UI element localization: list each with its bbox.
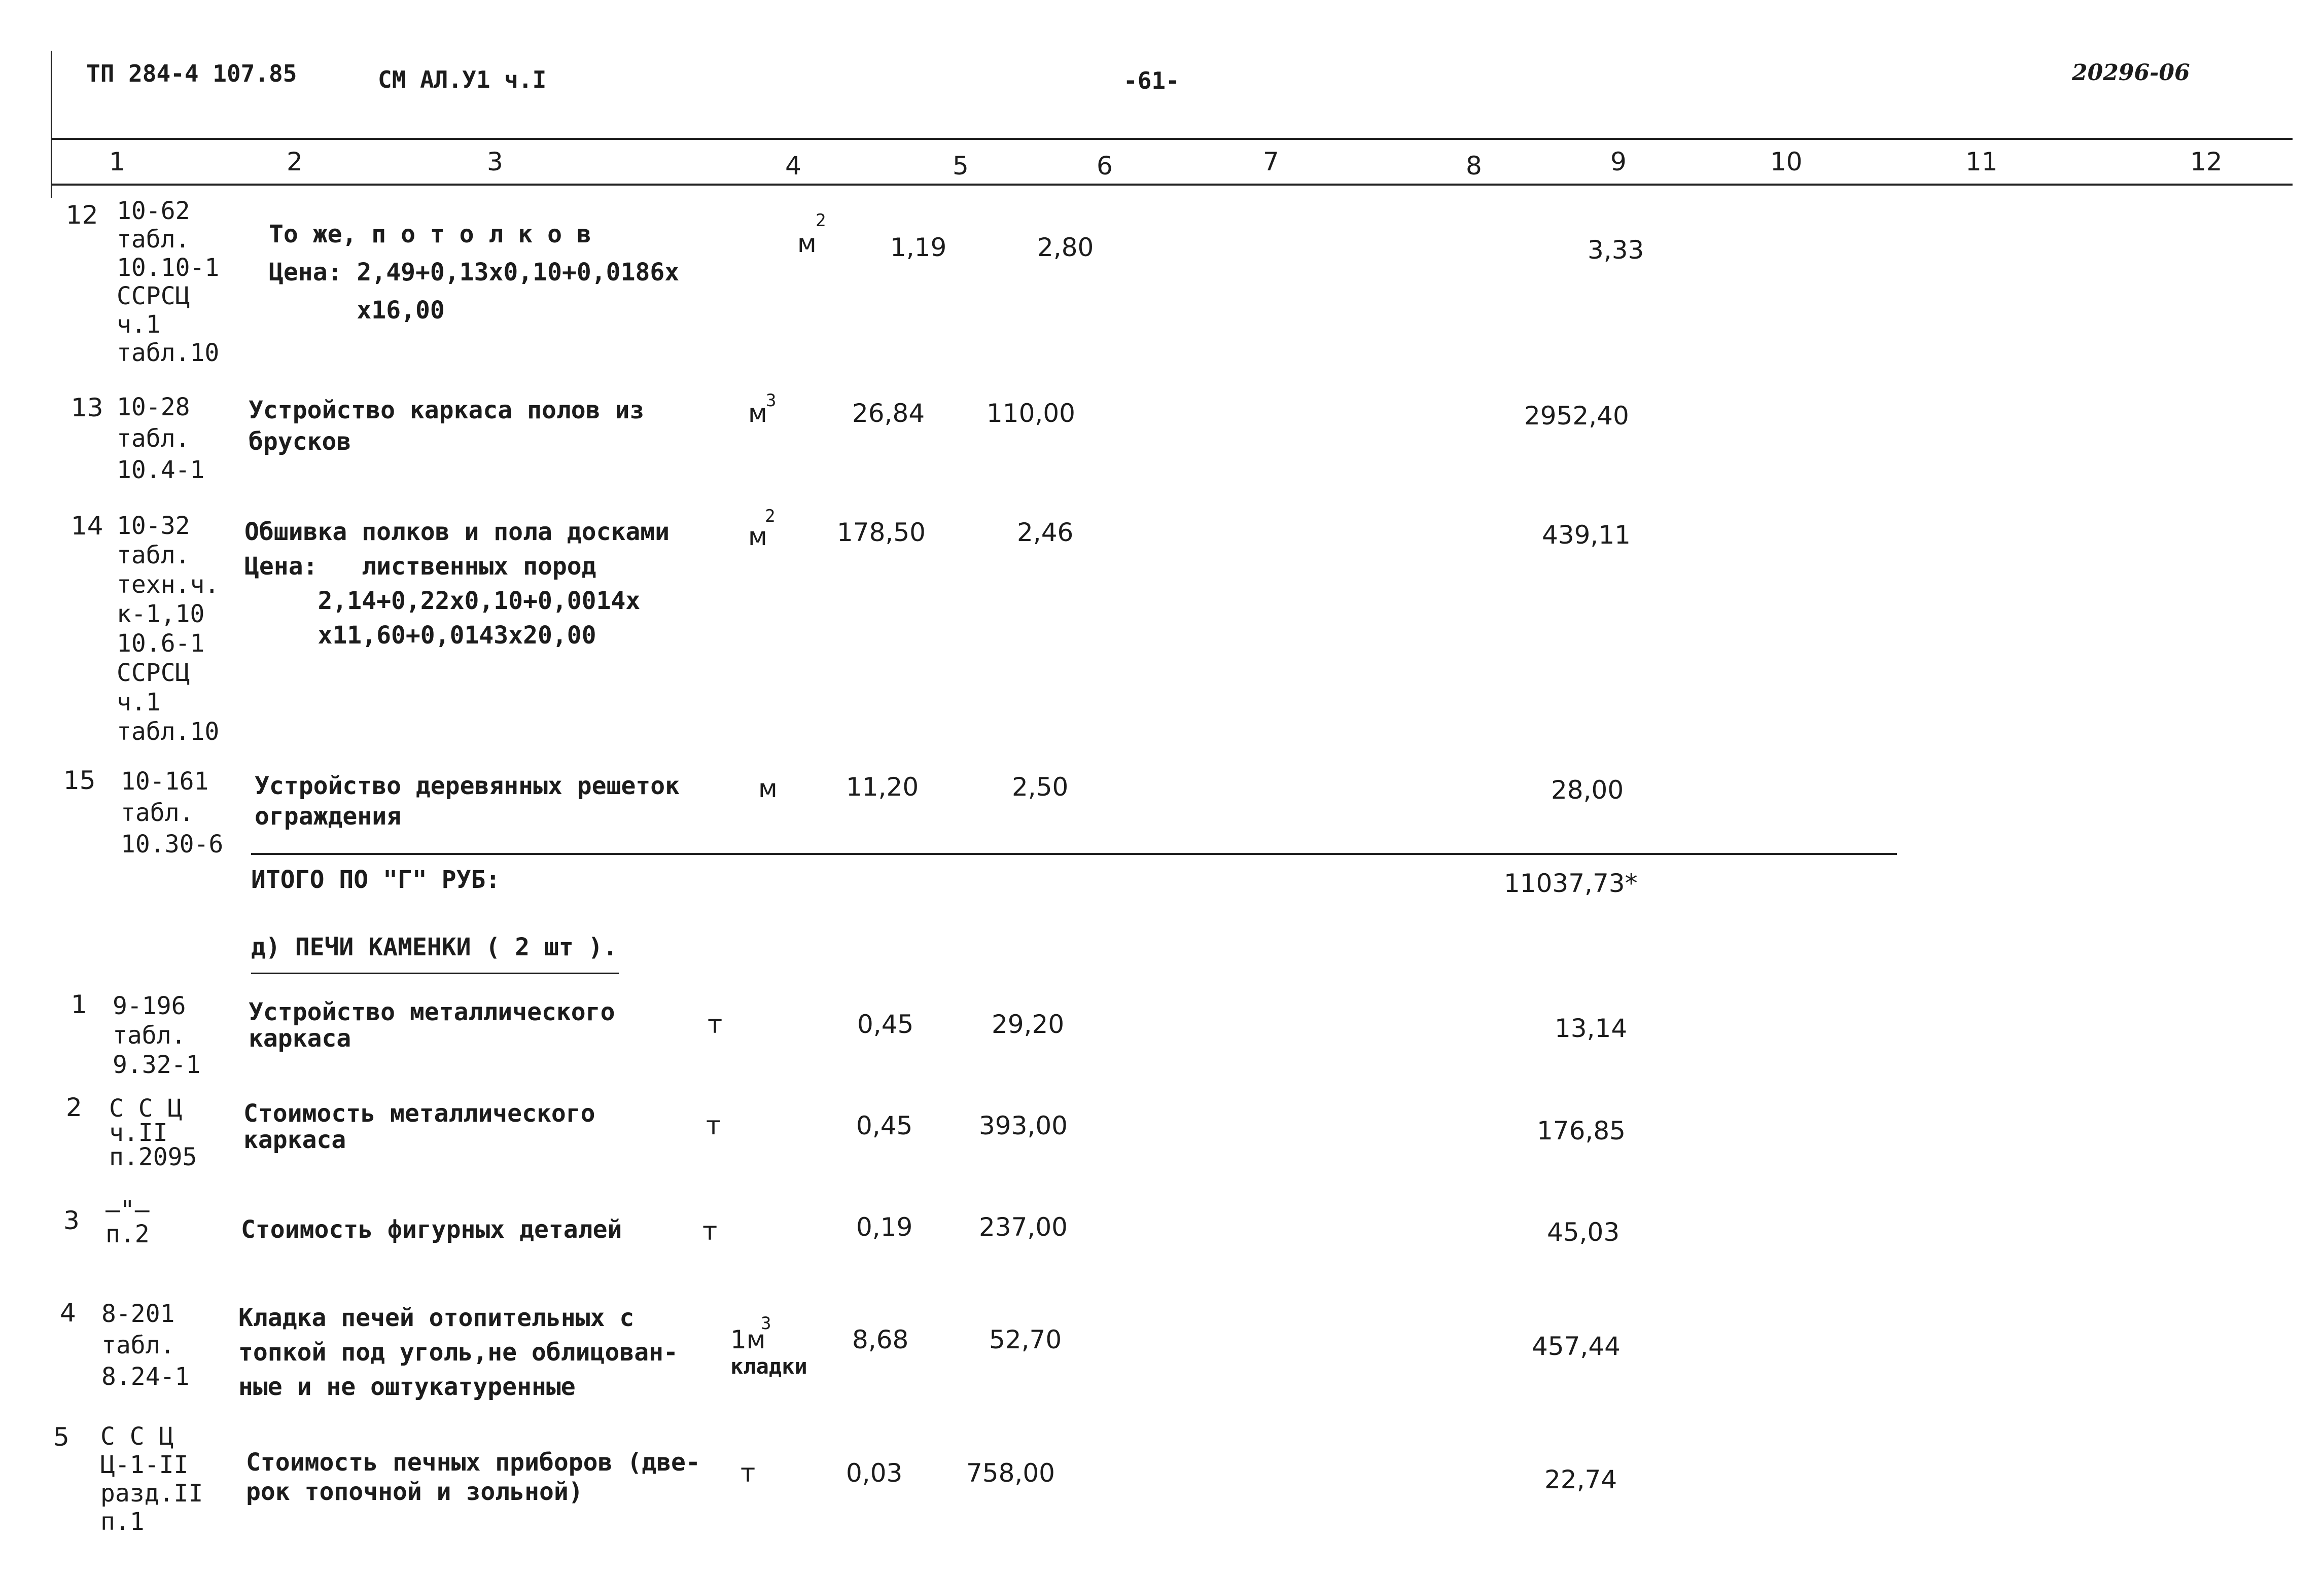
- row-code: С С Ц Ц-1-II разд.II п.1: [100, 1422, 203, 1536]
- header-top-rule: [51, 138, 2293, 140]
- row-number: 1: [71, 990, 87, 1019]
- row-total: 3,33: [1588, 235, 1644, 265]
- page-number: -61-: [1123, 67, 1180, 94]
- archive-number: 20296-06: [2072, 60, 2190, 86]
- row-quantity: 0,19: [856, 1212, 913, 1242]
- section-title: д) ПЕЧИ КАМЕНКИ ( 2 шт ).: [251, 933, 618, 961]
- row-total: 28,00: [1551, 775, 1624, 805]
- row-total: 457,44: [1532, 1332, 1621, 1361]
- row-number: 14: [71, 511, 103, 541]
- row-price: 52,70: [989, 1325, 1062, 1354]
- row-code: С С Ц ч.II п.2095: [109, 1094, 197, 1171]
- col-9-header: 9: [1610, 147, 1627, 176]
- section-title-underline: [251, 973, 619, 974]
- row-unit: 1м: [730, 1325, 766, 1354]
- row-code: —"— п.2: [105, 1196, 150, 1248]
- row-price: 758,00: [966, 1458, 1055, 1488]
- sheet-code: СМ АЛ.У1 ч.I: [378, 66, 547, 93]
- col-10-header: 10: [1770, 147, 1803, 176]
- col-1-header: 1: [109, 147, 125, 176]
- row-price: 29,20: [992, 1010, 1065, 1039]
- col-2-header: 2: [287, 147, 303, 176]
- col-6-header: 6: [1097, 151, 1113, 181]
- row-description: Стоимость фигурных деталей: [241, 1215, 622, 1244]
- header-bottom-rule: [51, 184, 2293, 186]
- row-number: 15: [63, 766, 96, 795]
- row-unit-superscript: 2: [816, 210, 826, 231]
- row-unit: т: [708, 1010, 723, 1039]
- row-unit-superscript: 3: [766, 390, 777, 411]
- row-total: 13,14: [1555, 1014, 1628, 1043]
- col-8-header: 8: [1466, 151, 1482, 181]
- row-quantity: 178,50: [837, 518, 926, 547]
- row-code: 10-28 табл. 10.4-1: [117, 393, 205, 484]
- row-price: 2,80: [1037, 233, 1094, 262]
- row-number: 3: [63, 1206, 80, 1235]
- row-price: 237,00: [979, 1212, 1068, 1242]
- row-total: 2952,40: [1524, 401, 1629, 431]
- row-code: 10-62 табл. 10.10-1 ССРСЦ ч.1 табл.10: [117, 197, 220, 367]
- row-quantity: 0,45: [857, 1010, 914, 1039]
- row-unit: м: [758, 774, 778, 803]
- row-number: 4: [60, 1298, 76, 1328]
- row-unit-extra: кладки: [730, 1354, 807, 1379]
- row-unit: т: [702, 1216, 718, 1246]
- col-7-header: 7: [1263, 147, 1279, 176]
- left-margin-line: [51, 51, 52, 198]
- row-number: 12: [66, 200, 98, 230]
- row-description: Устройство каркаса полов из брусков: [249, 396, 645, 456]
- row-unit: т: [706, 1111, 721, 1140]
- row-unit-superscript: 2: [765, 506, 776, 526]
- row-total: 22,74: [1544, 1465, 1617, 1494]
- row-price: 2,50: [1012, 772, 1069, 802]
- subtotal-label: ИТОГО ПО "Г" РУБ:: [251, 866, 501, 894]
- row-description: То же, п о т о л к о в Цена: 2,49+0,13х0,10+0,0186х х16,00: [269, 220, 680, 325]
- col-5-header: 5: [953, 151, 969, 181]
- row-description: Кладка печей отопительных с топкой под уголь,не облицован- ные и не оштукатуренные: [238, 1304, 678, 1401]
- row-unit: т: [741, 1458, 756, 1488]
- row-total: 45,03: [1547, 1218, 1620, 1247]
- subtotal-rule: [251, 853, 1897, 855]
- row-unit-superscript: 3: [761, 1313, 771, 1334]
- row-price: 393,00: [979, 1111, 1068, 1140]
- row-quantity: 26,84: [852, 399, 925, 428]
- row-unit: м: [797, 229, 817, 258]
- row-unit: м: [748, 399, 767, 428]
- col-3-header: 3: [487, 147, 503, 176]
- row-number: 5: [53, 1422, 69, 1452]
- row-description: Обшивка полков и пола досками Цена: лиственных пород 2,14+0,22х0,10+0,0014х х11,60+0,0143х20,00: [244, 518, 670, 650]
- row-quantity: 0,03: [846, 1458, 903, 1488]
- row-price: 2,46: [1017, 518, 1074, 547]
- row-quantity: 0,45: [856, 1111, 913, 1140]
- row-description: Устройство деревянных решеток ограждения: [255, 772, 680, 831]
- row-description: Стоимость печных приборов (две- рок топочной и зольной): [246, 1448, 700, 1506]
- row-quantity: 1,19: [890, 233, 947, 262]
- row-description: Стоимость металлического каркаса: [243, 1099, 595, 1154]
- doc-code: ТП 284-4 107.85: [86, 60, 297, 87]
- subtotal-value: 11037,73*: [1504, 869, 1638, 898]
- row-total: 176,85: [1537, 1116, 1626, 1146]
- row-code: 10-32 табл. техн.ч. к-1,10 10.6-1 ССРСЦ ч.1 табл.10: [117, 512, 220, 746]
- row-number: 2: [66, 1093, 82, 1122]
- row-description: Устройство металлического каркаса: [249, 998, 615, 1053]
- row-quantity: 11,20: [846, 772, 919, 802]
- row-price: 110,00: [987, 399, 1075, 428]
- row-code: 9-196 табл. 9.32-1: [113, 992, 201, 1079]
- row-unit: м: [748, 522, 767, 551]
- row-total: 439,11: [1542, 520, 1631, 550]
- row-quantity: 8,68: [852, 1325, 909, 1354]
- col-12-header: 12: [2190, 147, 2223, 176]
- row-code: 10-161 табл. 10.30-6: [121, 767, 224, 858]
- row-code: 8-201 табл. 8.24-1: [101, 1300, 190, 1391]
- col-4-header: 4: [785, 151, 801, 181]
- row-number: 13: [71, 393, 103, 422]
- col-11-header: 11: [1965, 147, 1998, 176]
